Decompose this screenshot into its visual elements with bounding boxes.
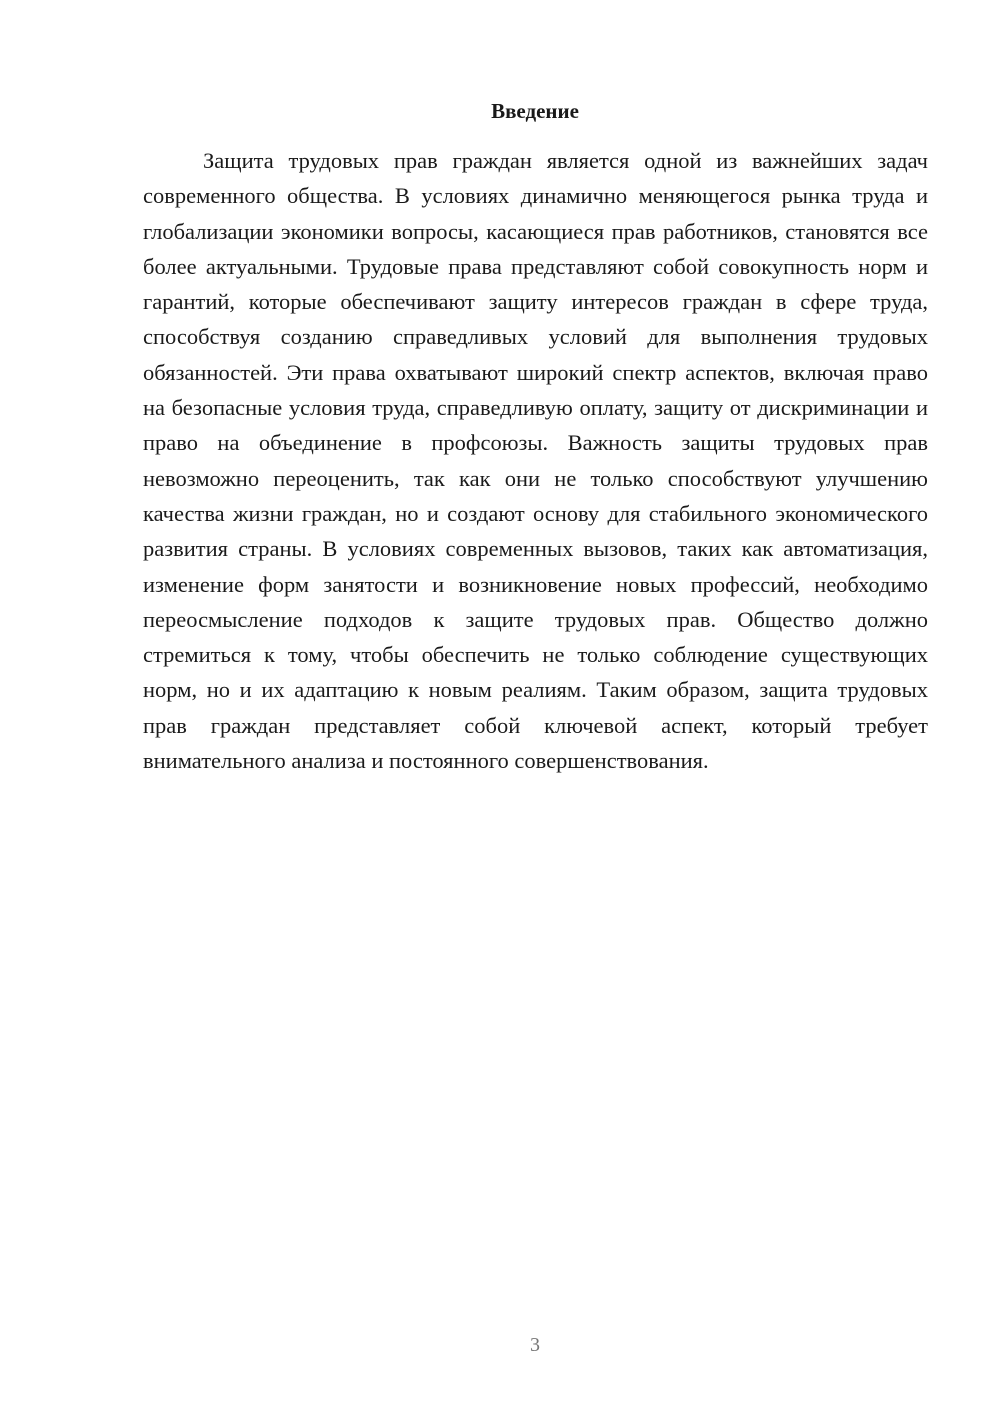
section-heading: Введение (491, 99, 579, 123)
body-paragraph: Защита трудовых прав граждан является одной из важнейших задач современного общества. В условиях динамично меняющегося рынка труда и глобализации экономики вопросы, касающиеся прав работников, становятся все более актуальными. Трудовые права представляют собой совокупность норм и гарантий, которые обеспечивают защиту интересов граждан в сфере труда, способствуя созданию справедливых условий для выполнения трудовых обязанностей. Эти права охватывают широкий спектр аспектов, включая право на безопасные условия труда, справедливую оплату, защиту от дискриминации и право на объединение в профсоюзы. Важность защиты трудовых прав невозможно переоценить, так как они не только способствуют улучшению качества жизни граждан, но и создают основу для стабильного экономического развития страны. В условиях современных вызовов, таких как автоматизация, изменение форм занятости и возникновение новых профессий, необходимо переосмысление подходов к защите трудовых прав. Общество должно стремиться к тому, чтобы обеспечить не только соблюдение существующих норм, но и их адаптацию к новым реалиям. Таким образом, защита трудовых прав граждан представляет собой ключевой аспект, который требует внимательного анализа и постоянного совершенствования. (143, 148, 928, 774)
page-number: 3 (530, 1334, 540, 1356)
